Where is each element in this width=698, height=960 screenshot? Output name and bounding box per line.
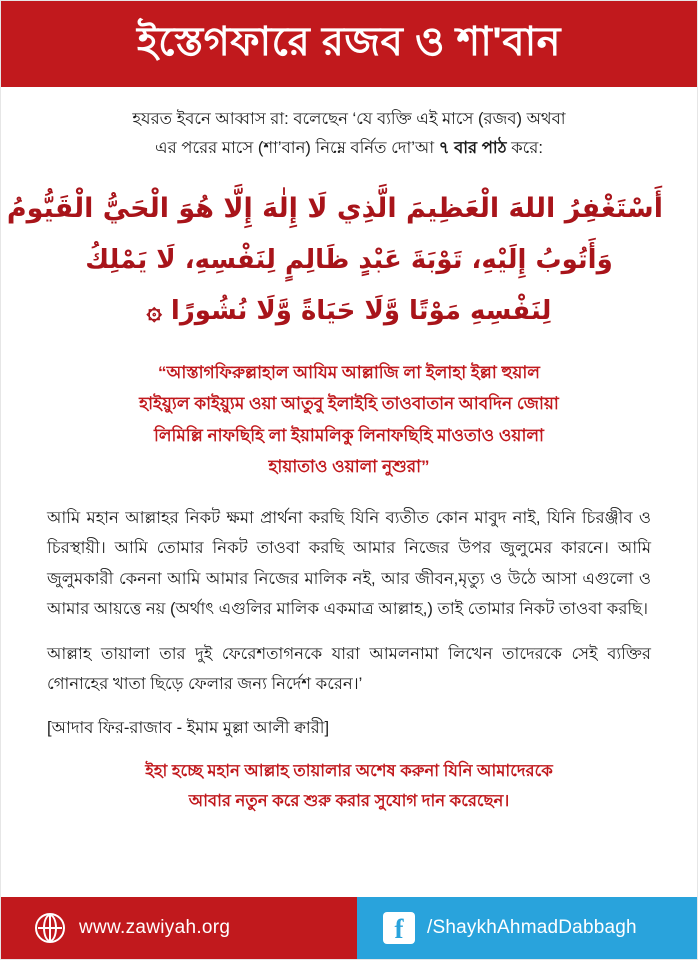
- intro-line-2-after: করে:: [506, 138, 543, 157]
- arabic-line-2: وَأَتُوبُ إِلَيْهِ، تَوْبَةَ عَبْدٍ ظَالِمٍ لِنَفْسِهِ، لَا يَمْلِكُ: [85, 245, 613, 276]
- intro-line-1: হযরত ইবনে আব্বাস রা: বলেছেন ‘যে ব্যক্তি এই মাসে (রজব) অথবা: [132, 110, 566, 128]
- header-banner: [1, 1, 697, 87]
- facebook-handle[interactable]: /ShaykhAhmadDabbagh: [427, 917, 637, 938]
- intro-text: [1, 87, 697, 169]
- transliteration-line-1: “আস্তাগফিরুল্লাহাল আযিম আল্লাজি লা ইলাহা ইল্লা হুয়াল: [158, 362, 540, 382]
- transliteration-line-2: হাইয়্যুল কাইয়্যুম ওয়া আতুবু ইলাইহি তাওবাতান আবদিন জোয়া: [139, 394, 559, 414]
- translation-paragraph: আমি মহান আল্লাহর নিকট ক্ষমা প্রার্থনা করছি যিনি ব্যতীত কোন মাবুদ নাই, যিনি চিরঞ্জীব ও চিরস্থায়ী। আমি তোমার নিকট তাওবা করছি আমার নিজের উপর জুলুমের কারনে। আমি জুলুমকারী কেননা আমি আমার নিজের মালিক নই, আর জীবন,মৃত্যু ও উঠে আসা এগুলো ও আমার আয়ত্তে নয় (অর্থাৎ এগুলির মালিক একমাত্র আল্লাহ,) তাই তোমার নিকট তাওবা করছি।: [47, 508, 651, 619]
- source-citation: [আদাব ফির-রাজাব - ইমাম মুল্লা আলী ক্বারী]: [47, 718, 330, 737]
- globe-icon: [35, 913, 65, 943]
- intro-line-2-before: এর পরের মাসে (শা’বান) নিম্নে বর্নিত দো’আ: [155, 138, 439, 157]
- closing-line-2: আবার নতুন করে শুরু করার সুযোগ দান করেছেন।: [188, 792, 510, 811]
- body-text-block: [1, 487, 697, 742]
- footer-bar: [1, 897, 697, 959]
- transliteration-line-4: হায়াতাও ওয়ালা নুশুরা”: [268, 457, 430, 477]
- arabic-dua-block: [1, 169, 697, 347]
- website-url[interactable]: www.zawiyah.org: [79, 917, 231, 938]
- website-section[interactable]: [1, 913, 357, 943]
- hadith-conclusion-paragraph: আল্লাহ তায়ালা তার দুই ফেরেশতাগনকে যারা আমলনামা লিখেন তাদেরকে সেই ব্যক্তির গোনাহের খাতা ছিড়ে ফেলার জন্য নির্দেশ করেন।’: [47, 644, 651, 694]
- closing-line-1: ইহা হচ্ছে মহান আল্লাহ তায়ালার অশেষ করুনা যিনি আমাদেরকে: [145, 761, 553, 780]
- transliteration-block: [1, 347, 697, 487]
- transliteration-line-3: লিমিল্লি নাফছিহি লা ইয়ামলিকু লিনাফছিহি মাওতাও ওয়ালা: [154, 425, 544, 445]
- facebook-section[interactable]: [357, 897, 697, 959]
- arabic-line-1: أَسْتَغْفِرُ اللهَ الْعَظِيمَ الَّذِي لَا إِلٰهَ إِلَّا هُوَ الْحَيُّ الْقَيُّومُ: [6, 192, 663, 224]
- arabic-line-3: لِنَفْسِهِ مَوْتًا وَّلَا حَيَاةً وَّلَا نُشُورًا ۞: [146, 296, 552, 327]
- closing-note: [1, 742, 697, 827]
- facebook-icon: f: [383, 912, 415, 944]
- intro-line-2: [47, 134, 651, 163]
- page-title: ইস্তেগফারে রজব ও শা'বান: [136, 20, 562, 64]
- intro-count-emphasis: ৭ বার পাঠ: [438, 138, 507, 157]
